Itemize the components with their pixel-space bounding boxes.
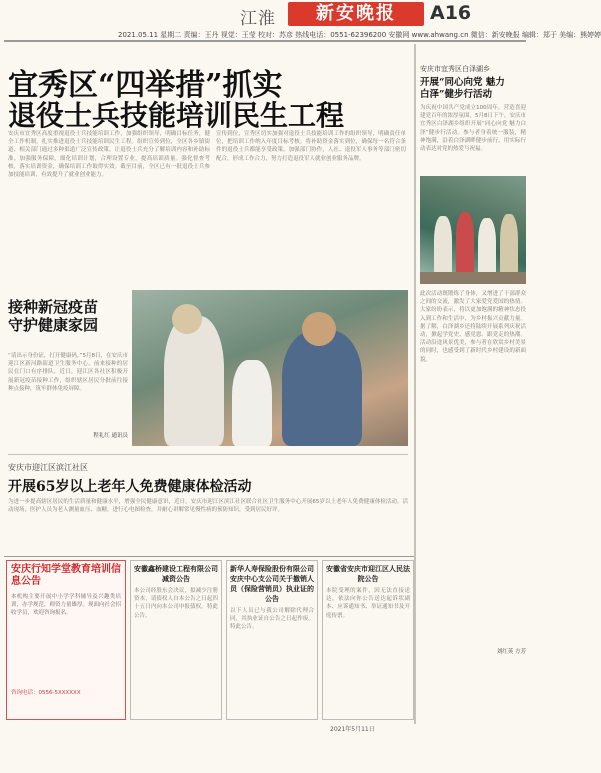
vaccination-photo bbox=[132, 290, 408, 446]
lead-body-right: 宣传到位，宣秀区切实加强对退役士兵技能培训工作的组织领导，明确责任单位，把培训工作纳入年度目标考核。将补助资金落实到位，确保每一名符合条件的退役士兵都能享受政策。加强部门协作，人社、退役军人事务等部门密切配合，形成工作合力，努力打造退役军人就业创业服务品牌。 bbox=[216, 131, 406, 162]
vaccine-credit: 程礼红 通讯员 bbox=[93, 433, 128, 439]
masthead-info-line: 2021.05.11 星期二 责编：王丹 视觉：王莹 校对：苏彦 热线电话：0551-62396200 安徽网 www.ahwang.cn 微信：新安晚报 编辑：郑于 美编：熊婷婷 bbox=[118, 31, 601, 39]
elderly-headline: 开展65岁以上老年人免费健康体检活动 bbox=[8, 479, 252, 495]
page-number: A16 bbox=[430, 2, 472, 24]
masthead-region: 江淮 bbox=[240, 9, 276, 29]
lead-body-left: 安庆市宜秀区高度重视退役士兵技能培训工作，加强组织领导，明确目标任务，健全工作机制，扎实推进退役士兵技能培训民生工程。组织宣传到位，全区各乡镇街道、相关部门通过多种渠道广泛宣传政策，让退役士兵充分了解培训内容和补助标准。加强服务保障，细化培训计划，合理设置专业，提高培训质量。强化督查考核，落实培训资金，确保培训工作取得实效。截至目前，全区已有一批退役士兵参加技能培训，有效提升了就业创业能力。 bbox=[8, 131, 210, 179]
right-byline: 刘红英 方芳 bbox=[496, 649, 526, 655]
right-body-lower: 此次活动既锻炼了身体，又增进了干部群众之间的交流，激发了大家爱党爱国的热情。大家纷纷表示，将以更加饱满的精神状态投入到工作和生活中，为乡村振兴贡献力量。据了解，白泽湖乡还将陆续开展系列庆祝活动，掀起学党史、感党恩、跟党走的热潮。活动沿途风景优美，参与者在欣赏乡村美景的同时，也感受到了新时代乡村建设的新面貌。 bbox=[420, 291, 526, 363]
notice-title-1: 安徽鑫桥建设工程有限公司减资公告 bbox=[134, 565, 218, 583]
notice-box-2 bbox=[226, 560, 318, 720]
bottom-rule bbox=[4, 556, 414, 557]
vaccine-caption: “请出示身份证，打开健康码。”5月8日，在安庆市迎江区新河路街道卫生服务中心，前来接种的居民在门口有序排队。近日，迎江区各社区积极开展新冠疫苗接种工作，组织辖区居民分批前往接种点接种，筑牢群体免疫屏障。 bbox=[8, 353, 128, 392]
lead-headline-1: 宜秀区“四举措”抓实 bbox=[8, 68, 283, 103]
notice-body-3: 本院受理的案件，因无法直接送达，依法向你公告送达起诉状副本、应诉通知书、举证通知书及开庭传票。 bbox=[326, 588, 410, 619]
notice-body-2: 以下人员已与我公司解除代理合同，其执业证自公告之日起作废。特此公告。 bbox=[230, 608, 314, 631]
right-headline-1: 开展“同心向党 魅力 bbox=[420, 77, 505, 88]
right-headline-2: 白泽”健步行活动 bbox=[420, 89, 492, 100]
ad-title: 安庆行知学堂教育培训信息公告 bbox=[11, 564, 121, 587]
notice-box-1 bbox=[130, 560, 222, 720]
ad-body: 本机构主要开展中小学学科辅导及兴趣类培训，办学规范，师资力量雄厚。现面向社会招收学员，欢迎咨询报名。 bbox=[11, 594, 122, 617]
notice-title-3: 安徽省安庆市迎江区人民法院公告 bbox=[326, 565, 410, 583]
lead-headline-2: 退役士兵技能培训民生工程 bbox=[8, 99, 345, 132]
notice-body-1: 本公司经股东会决议，拟减少注册资本，请债权人自本公告之日起四十五日内向本公司申报债权。特此公告。 bbox=[134, 588, 218, 619]
column-divider bbox=[414, 44, 416, 724]
newspaper-logo: 新安晚报 bbox=[288, 2, 424, 26]
masthead-rule bbox=[4, 40, 526, 42]
vaccine-headline-2: 守护健康家园 bbox=[8, 316, 99, 334]
footer-date: 2021年5月11日 bbox=[330, 726, 375, 733]
notice-title-2: 新华人寿保险股份有限公司安庆中心支公司关于撤销人员（保险营销员）执业证的公告 bbox=[230, 565, 314, 603]
right-kicker: 安庆市宜秀区白泽湖乡 bbox=[420, 65, 490, 73]
right-body: 为庆祝中国共产党成立100周年，营造喜迎建党百年的浓厚氛围，5月8日下午，安庆市宜秀区白泽湖乡组织开展“同心向党 魅力白泽”健步行活动。参与者身着统一服装，精神饱满，沿着白泽湖畔健步前行，用实际行动表达对党的热爱与祝福。 bbox=[420, 105, 526, 153]
hiking-photo bbox=[420, 176, 526, 284]
elderly-kicker: 安庆市迎江区滨江社区 bbox=[8, 463, 88, 472]
vaccine-headline-1: 接种新冠疫苗 bbox=[8, 298, 99, 316]
section-divider bbox=[8, 454, 408, 455]
elderly-body: 为进一步提高辖区居民的生活质量和健康水平，增强全民健康意识，近日，安庆市迎江区滨江社区联合社区卫生服务中心开展65岁以上老年人免费健康体检活动。活动现场，医护人员为老人测量血压、血糖，进行心电图检查，并耐心讲解常见慢性病的预防知识，受到居民好评。 bbox=[8, 499, 408, 514]
notice-box-3 bbox=[322, 560, 414, 720]
ad-box bbox=[6, 560, 126, 720]
ad-contact: 咨询电话：0556-5XXXXXX bbox=[11, 690, 81, 696]
